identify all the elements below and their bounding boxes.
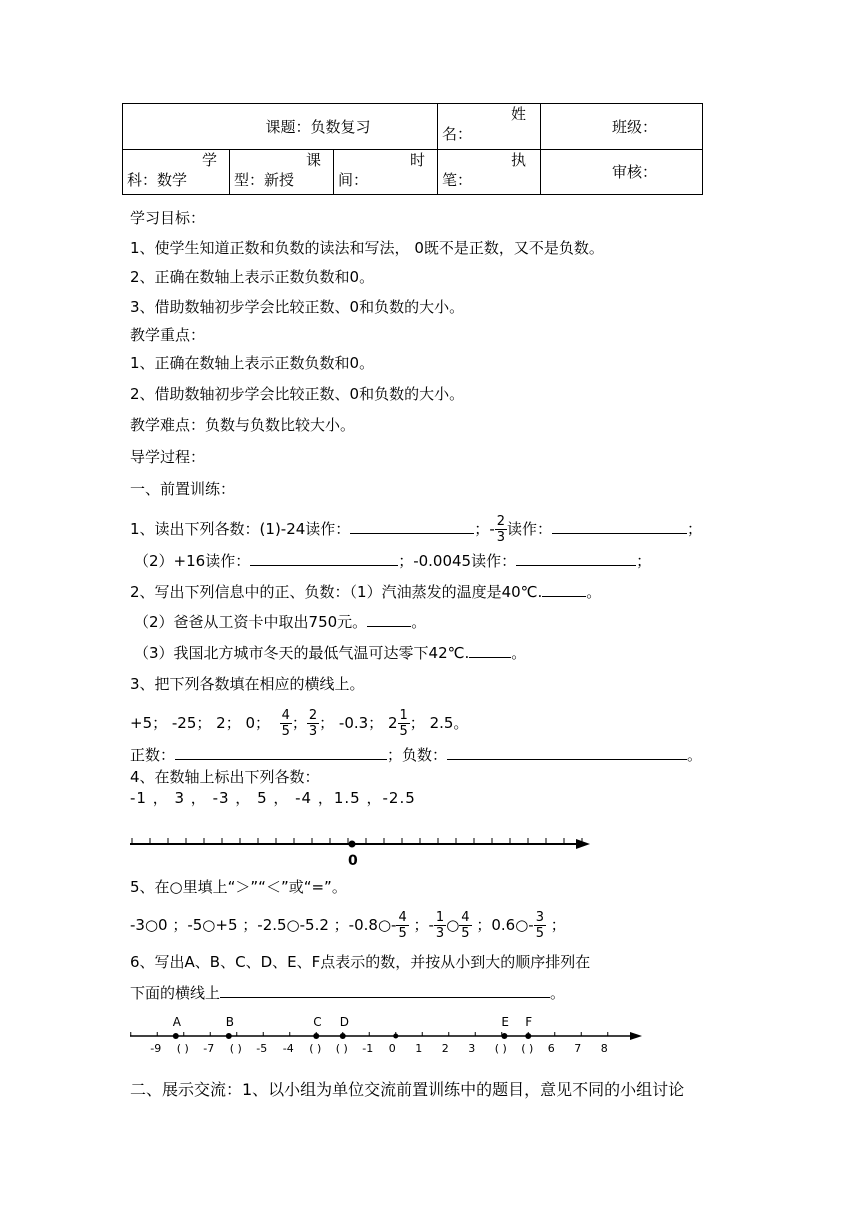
point-label: E <box>501 1015 509 1029</box>
q2-end-3: 。 <box>511 644 527 662</box>
q3-frac-3-num: 1 <box>399 708 408 723</box>
q6-tick-labels <box>150 1042 608 1055</box>
tick-label: -4 <box>282 1042 294 1055</box>
q3-mixed-number <box>388 708 410 739</box>
q6-text: 下面的横线上 <box>130 984 221 1002</box>
name-cell[interactable] <box>438 104 541 150</box>
difficulty-text: 教学难点：负数与负数比较大小。 <box>130 416 356 434</box>
q3-frac-3 <box>398 708 410 739</box>
name-label-top: 姓 <box>510 105 526 123</box>
type-label: 型：新授 <box>234 171 295 189</box>
point-a <box>173 1033 179 1039</box>
q5-expr-a: -3○0 ；-5○+5 ；-2.5○-5.2 ；-0.8○- <box>130 916 397 934</box>
q5-end: ； <box>545 916 566 934</box>
tick-label: 2 <box>441 1042 449 1055</box>
q2-end-1: 。 <box>586 583 602 601</box>
q5-frac-a <box>396 910 408 941</box>
writer-cell[interactable] <box>438 150 541 195</box>
q4-numbers: -1 ， 3 ， -3 ， 5 ， -4 ，1.5 ，-2.5 <box>130 789 416 807</box>
tick-label[interactable]: ( ) <box>309 1042 322 1055</box>
q6-blank[interactable] <box>220 982 550 998</box>
key-point-item: 2、借助数轴初步学会比较正数、0和负数的大小。 <box>130 385 465 403</box>
q5-frac-d-num: 3 <box>535 910 544 925</box>
tick-label: 0 <box>388 1042 396 1055</box>
q5-frac-b-den: 3 <box>435 926 445 941</box>
q1-neg-sign: - <box>489 520 495 538</box>
q1-blank-3[interactable] <box>250 550 398 566</box>
q5-expr-b: ；- <box>408 916 434 934</box>
subject-label: 科：数学 <box>127 171 188 189</box>
tick-label: -9 <box>150 1042 162 1055</box>
q1-blank-1[interactable] <box>350 518 474 534</box>
part1-heading: 一、前置训练： <box>130 480 236 498</box>
q5-frac-a-num: 4 <box>398 910 407 925</box>
q3-positive-blank[interactable] <box>175 744 387 760</box>
writer-label-top: 执 <box>510 151 526 169</box>
tick-label[interactable]: ( ) <box>494 1042 507 1055</box>
q2-text-2: （2）爸爸从工资卡中取出750元。 <box>134 613 368 631</box>
q3-positive-label: 正数： <box>130 746 176 764</box>
type-label-top: 课 <box>305 151 321 169</box>
q5-expressions <box>130 910 566 941</box>
key-point-item: 1、正确在数轴上表示正数负数和0。 <box>130 354 375 372</box>
subject-cell <box>123 150 230 195</box>
writer-label: 笔： <box>442 171 473 189</box>
q2-line3 <box>134 642 526 663</box>
goals-heading: 学习目标： <box>130 209 206 227</box>
tick-label[interactable]: ( ) <box>229 1042 242 1055</box>
q1-sep: ； <box>474 520 490 538</box>
class-label: 班级： <box>611 117 657 136</box>
review-cell[interactable] <box>541 150 703 195</box>
class-cell[interactable] <box>541 104 703 150</box>
q1-frac-den: 3 <box>496 530 506 545</box>
point-f <box>525 1033 531 1039</box>
q3-sep: ； <box>291 714 307 732</box>
tick-label[interactable]: ( ) <box>521 1042 534 1055</box>
goal-item: 1、使学生知道正数和负数的读法和写法， 0既不是正数，又不是负数。 <box>130 239 604 257</box>
q1-end: ； <box>687 520 703 538</box>
point-label: B <box>225 1015 235 1029</box>
q5-frac-b-num: 1 <box>435 910 445 925</box>
q2-blank-2[interactable] <box>367 611 411 627</box>
q5-frac-a-den: 5 <box>398 926 407 941</box>
q1-blank-2[interactable] <box>552 518 687 534</box>
q3-negative-label: ；负数： <box>387 746 448 764</box>
q3-frac-1-den: 5 <box>281 724 290 739</box>
q2-text-1: 2、写出下列信息中的正、负数：（1）汽油蒸发的温度是40℃. <box>130 583 543 601</box>
origin-point <box>349 841 356 848</box>
q1-frac-num: 2 <box>496 514 506 529</box>
q5-frac-d <box>534 910 546 941</box>
header-table <box>122 103 703 195</box>
q3-frac-2 <box>307 708 319 739</box>
q3-heading: 3、把下列各数填在相应的横线上。 <box>130 675 365 693</box>
point-label: D <box>339 1015 349 1029</box>
goal-item: 3、借助数轴初步学会比较正数、0和负数的大小。 <box>130 298 465 316</box>
tick-label: -7 <box>203 1042 215 1055</box>
q3-nums-c: ； 2.5。 <box>409 714 469 732</box>
q3-numbers <box>130 708 468 739</box>
q1-prefix: 1、读出下列各数：(1)-24读作： <box>130 520 351 538</box>
q5-expr-c: ；0.6○- <box>471 916 534 934</box>
arrow-icon <box>576 839 590 849</box>
q3-nums-b: ； -0.3； <box>319 714 384 732</box>
q6-line2 <box>130 982 565 1003</box>
q3-frac-1 <box>280 708 292 739</box>
q6-end: 。 <box>550 984 566 1002</box>
name-label: 名： <box>442 125 473 143</box>
point-c <box>313 1033 319 1039</box>
tick-label[interactable]: ( ) <box>176 1042 189 1055</box>
point-b <box>226 1033 232 1039</box>
point-label: F <box>525 1015 533 1029</box>
topic-label: 课题：负数复习 <box>265 117 371 136</box>
q1-fraction <box>495 514 507 545</box>
q1-label-3: （2）+16读作： <box>134 552 251 570</box>
q3-frac-2-num: 2 <box>308 708 318 723</box>
q2-line2 <box>134 611 426 632</box>
q2-text-3: （3）我国北方城市冬天的最低气温可达零下42℃. <box>134 644 470 662</box>
point-label: C <box>313 1015 322 1029</box>
q3-answer-line <box>130 744 702 765</box>
q5-frac-b <box>434 910 446 941</box>
tick-label: 3 <box>468 1042 476 1055</box>
time-cell[interactable] <box>334 150 438 195</box>
key-points-heading: 教学重点： <box>130 326 206 344</box>
point-label: A <box>172 1015 182 1029</box>
type-cell <box>230 150 334 195</box>
time-label-top: 时 <box>409 151 425 169</box>
q5-circle[interactable]: ○ <box>446 916 460 934</box>
goal-item: 2、正确在数轴上表示正数负数和0。 <box>130 268 375 286</box>
q2-end-2: 。 <box>411 613 427 631</box>
origin-point <box>393 1034 398 1039</box>
arrow-icon <box>630 1032 642 1040</box>
q4-zero-label: 0 <box>348 853 358 868</box>
review-label: 审核： <box>611 163 657 181</box>
point-d <box>340 1033 346 1039</box>
q5-frac-c <box>459 910 471 941</box>
process-heading: 导学过程： <box>130 448 206 466</box>
q1-read-label: 读作： <box>507 520 553 538</box>
tick-label: 7 <box>574 1042 582 1055</box>
q5-frac-c-num: 4 <box>461 910 470 925</box>
part2-text: 二、展示交流：1、以小组为单位交流前置训练中的题目，意见不同的小组讨论 <box>130 1080 685 1099</box>
q3-end: 。 <box>687 746 703 764</box>
q3-mixed-whole: 2 <box>387 714 398 732</box>
topic-cell <box>123 104 438 150</box>
q1-line2 <box>134 550 651 571</box>
q2-blank-3[interactable] <box>469 642 511 658</box>
point-e <box>501 1033 507 1039</box>
q3-frac-2-den: 3 <box>308 724 318 739</box>
tick-label: -5 <box>256 1042 268 1055</box>
q3-frac-3-den: 5 <box>399 724 408 739</box>
q6-number-line[interactable] <box>128 1010 648 1060</box>
q6-line1: 6、写出A、B、C、D、E、F点表示的数，并按从小到大的顺序排列在 <box>130 953 591 971</box>
q1-blank-4[interactable] <box>516 550 636 566</box>
q1-end-2: ； <box>636 552 652 570</box>
q2-blank-1[interactable] <box>542 581 586 597</box>
q3-nums-a: +5； -25； 2； 0； <box>130 714 271 732</box>
tick-label: -1 <box>362 1042 374 1055</box>
subject-label-top: 学 <box>201 151 217 169</box>
time-label: 间： <box>338 171 369 189</box>
q5-heading: 5、在○里填上“＞”“＜”或“=”。 <box>130 878 347 896</box>
tick-label: 1 <box>415 1042 423 1055</box>
q5-frac-c-den: 5 <box>461 926 470 941</box>
q5-frac-d-den: 5 <box>535 926 544 941</box>
q4-number-line[interactable] <box>128 830 593 868</box>
q3-negative-blank[interactable] <box>447 744 687 760</box>
tick-label[interactable]: ( ) <box>335 1042 348 1055</box>
q1-label-4: ；-0.0045读作： <box>398 552 517 570</box>
q4-heading: 4、在数轴上标出下列各数： <box>130 768 320 786</box>
q2-line1 <box>130 581 601 602</box>
q1-line1 <box>130 514 702 545</box>
q3-frac-1-num: 4 <box>281 708 290 723</box>
tick-label: 8 <box>600 1042 608 1055</box>
tick-label: 6 <box>547 1042 555 1055</box>
